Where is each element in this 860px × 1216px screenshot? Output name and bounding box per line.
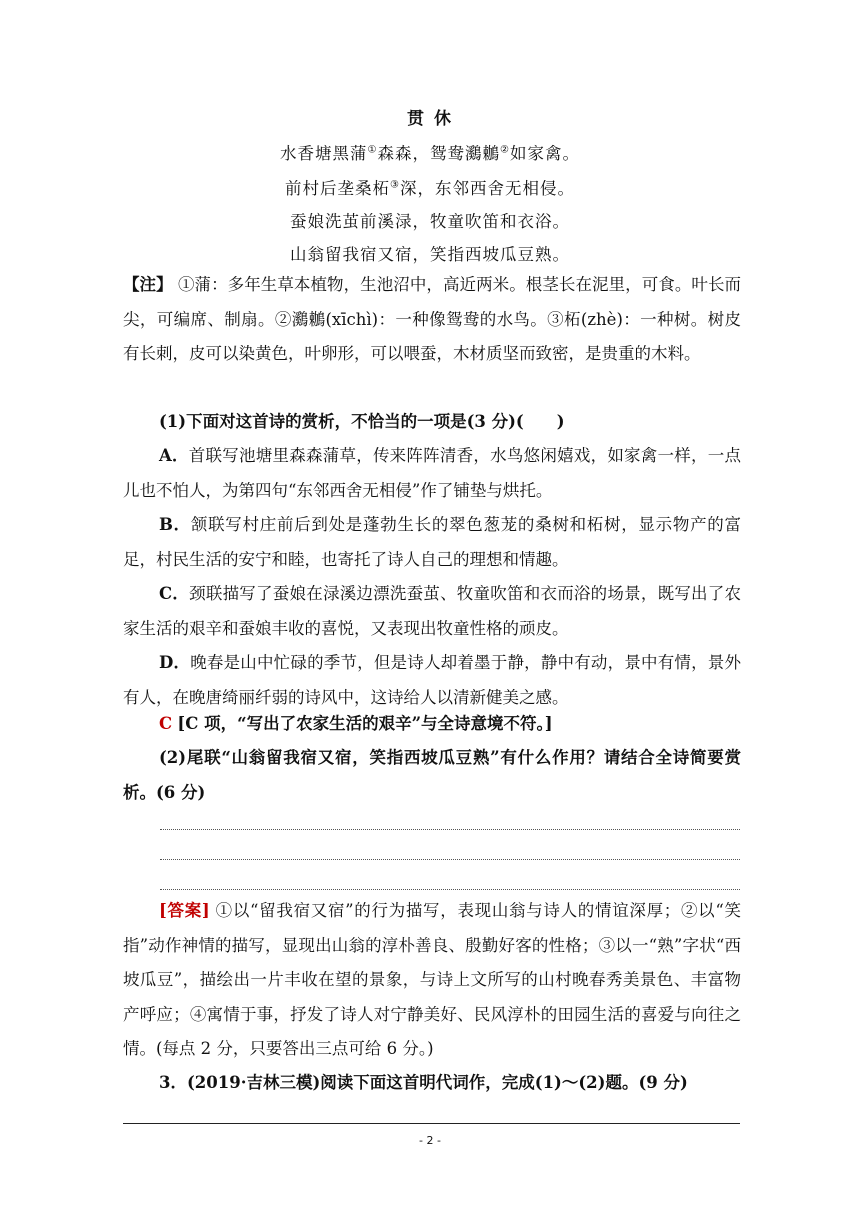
question-text: 阅读下面这首明代词作，完成(1)～(2)题。(9 分) xyxy=(320,1073,688,1092)
poem-text: 森森，鸳鸯鸂鶒 xyxy=(377,144,500,163)
answer-line xyxy=(160,859,740,860)
question-1-stem xyxy=(123,405,741,440)
poem-text: 深，东邻西舍无相侵。 xyxy=(399,179,575,198)
answer-label: [答案] xyxy=(159,901,210,920)
poem-line-3: 蚕娘洗茧前溪渌，牧童吹笛和衣浴。 xyxy=(290,212,570,231)
footnote-mark: ② xyxy=(500,144,510,156)
question-text: (1)下面对这首诗的赏析，不恰当的一项是(3 分)( ) xyxy=(159,412,565,431)
poem-text: 水香塘黑蒲 xyxy=(280,144,368,163)
footnote-mark: ③ xyxy=(390,179,400,191)
question-number: 3． xyxy=(159,1073,187,1092)
answer-line xyxy=(160,889,740,890)
answer-letter: C xyxy=(159,714,173,733)
page-number: - 2 - xyxy=(419,1134,441,1147)
option-label: B． xyxy=(159,515,191,534)
answer-line xyxy=(160,829,740,830)
notes-paragraph xyxy=(123,268,741,372)
option-b xyxy=(123,508,741,577)
footer-divider xyxy=(123,1123,740,1124)
poem-text: 前村后垄桑柘 xyxy=(285,179,391,198)
poem-line-2 xyxy=(0,175,860,199)
question-source: (2019·吉林三模) xyxy=(186,1073,321,1092)
option-label: A． xyxy=(159,446,189,465)
poem-line-4: 山翁留我宿又宿，笑指西坡瓜豆熟。 xyxy=(290,245,570,264)
question-3-heading xyxy=(123,1066,741,1101)
notes-text: ①蒲：多年生草本植物，生池沼中，高近两米。根茎长在泥里，可食。叶长而尖，可编席、制扇。②鸂鶒(xīchì)：一种像鸳鸯的水鸟。③柘(zhè)：一种树。树皮有长刺，皮可以染黄色，叶卵形，可以喂蚕，木材质坚而致密，是贵重的木料。 xyxy=(123,275,742,363)
question-2-answer xyxy=(123,894,741,1067)
option-label: D． xyxy=(159,653,191,672)
question-1-answer xyxy=(123,707,741,742)
option-text: 颔联写村庄前后到处是蓬勃生长的翠色葱茏的桑树和柘树，显示物产的富足，村民生活的安宁和睦，也寄托了诗人自己的理想和情趣。 xyxy=(123,515,741,569)
option-a xyxy=(123,439,741,508)
poem-author: 贯 休 xyxy=(407,109,453,129)
answer-text: ①以“留我宿又宿”的行为描写，表现山翁与诗人的情谊深厚；②以“笑指”动作神情的描写，显现出山翁的淳朴善良、殷勤好客的性格；③以一“熟”字状“西坡瓜豆”，描绘出一片丰收在望的景象，与诗上文所写的山村晚春秀美景色、丰富物产呼应；④寓情于事，抒发了诗人对宁静美好、民风淳朴的田园生活的喜爱与向往之情。(每点 2 分，只要答出三点可给 6 分。) xyxy=(123,901,741,1058)
notes-label: 【注】 xyxy=(123,275,173,294)
option-text: 首联写池塘里森森蒲草，传来阵阵清香，水鸟悠闲嬉戏，如家禽一样，一点儿也不怕人，为第四句“东邻西舍无相侵”作了铺垫与烘托。 xyxy=(123,446,742,500)
question-2-stem xyxy=(123,741,741,810)
option-d xyxy=(123,646,741,715)
footnote-mark: ① xyxy=(367,144,378,156)
poem-line-1 xyxy=(0,140,860,164)
option-text: 颈联描写了蚕娘在渌溪边漂洗蚕茧、牧童吹笛和衣而浴的场景，既写出了农家生活的艰辛和蚕娘丰收的喜悦，又表现出牧童性格的顽皮。 xyxy=(123,584,742,638)
option-c xyxy=(123,577,741,646)
poem-text: 如家禽。 xyxy=(509,144,580,163)
option-text: 晚春是山中忙碌的季节，但是诗人却着墨于静，静中有动，景中有情，景外有人，在晚唐绮丽纤弱的诗风中，这诗给人以清新健美之感。 xyxy=(123,653,741,707)
question-text: (2)尾联“山翁留我宿又宿，笑指西坡瓜豆熟”有什么作用？请结合全诗简要赏析。(6 分) xyxy=(123,748,741,802)
option-label: C． xyxy=(159,584,190,603)
answer-explanation: [C 项，“写出了农家生活的艰辛”与全诗意境不符。] xyxy=(177,714,553,733)
